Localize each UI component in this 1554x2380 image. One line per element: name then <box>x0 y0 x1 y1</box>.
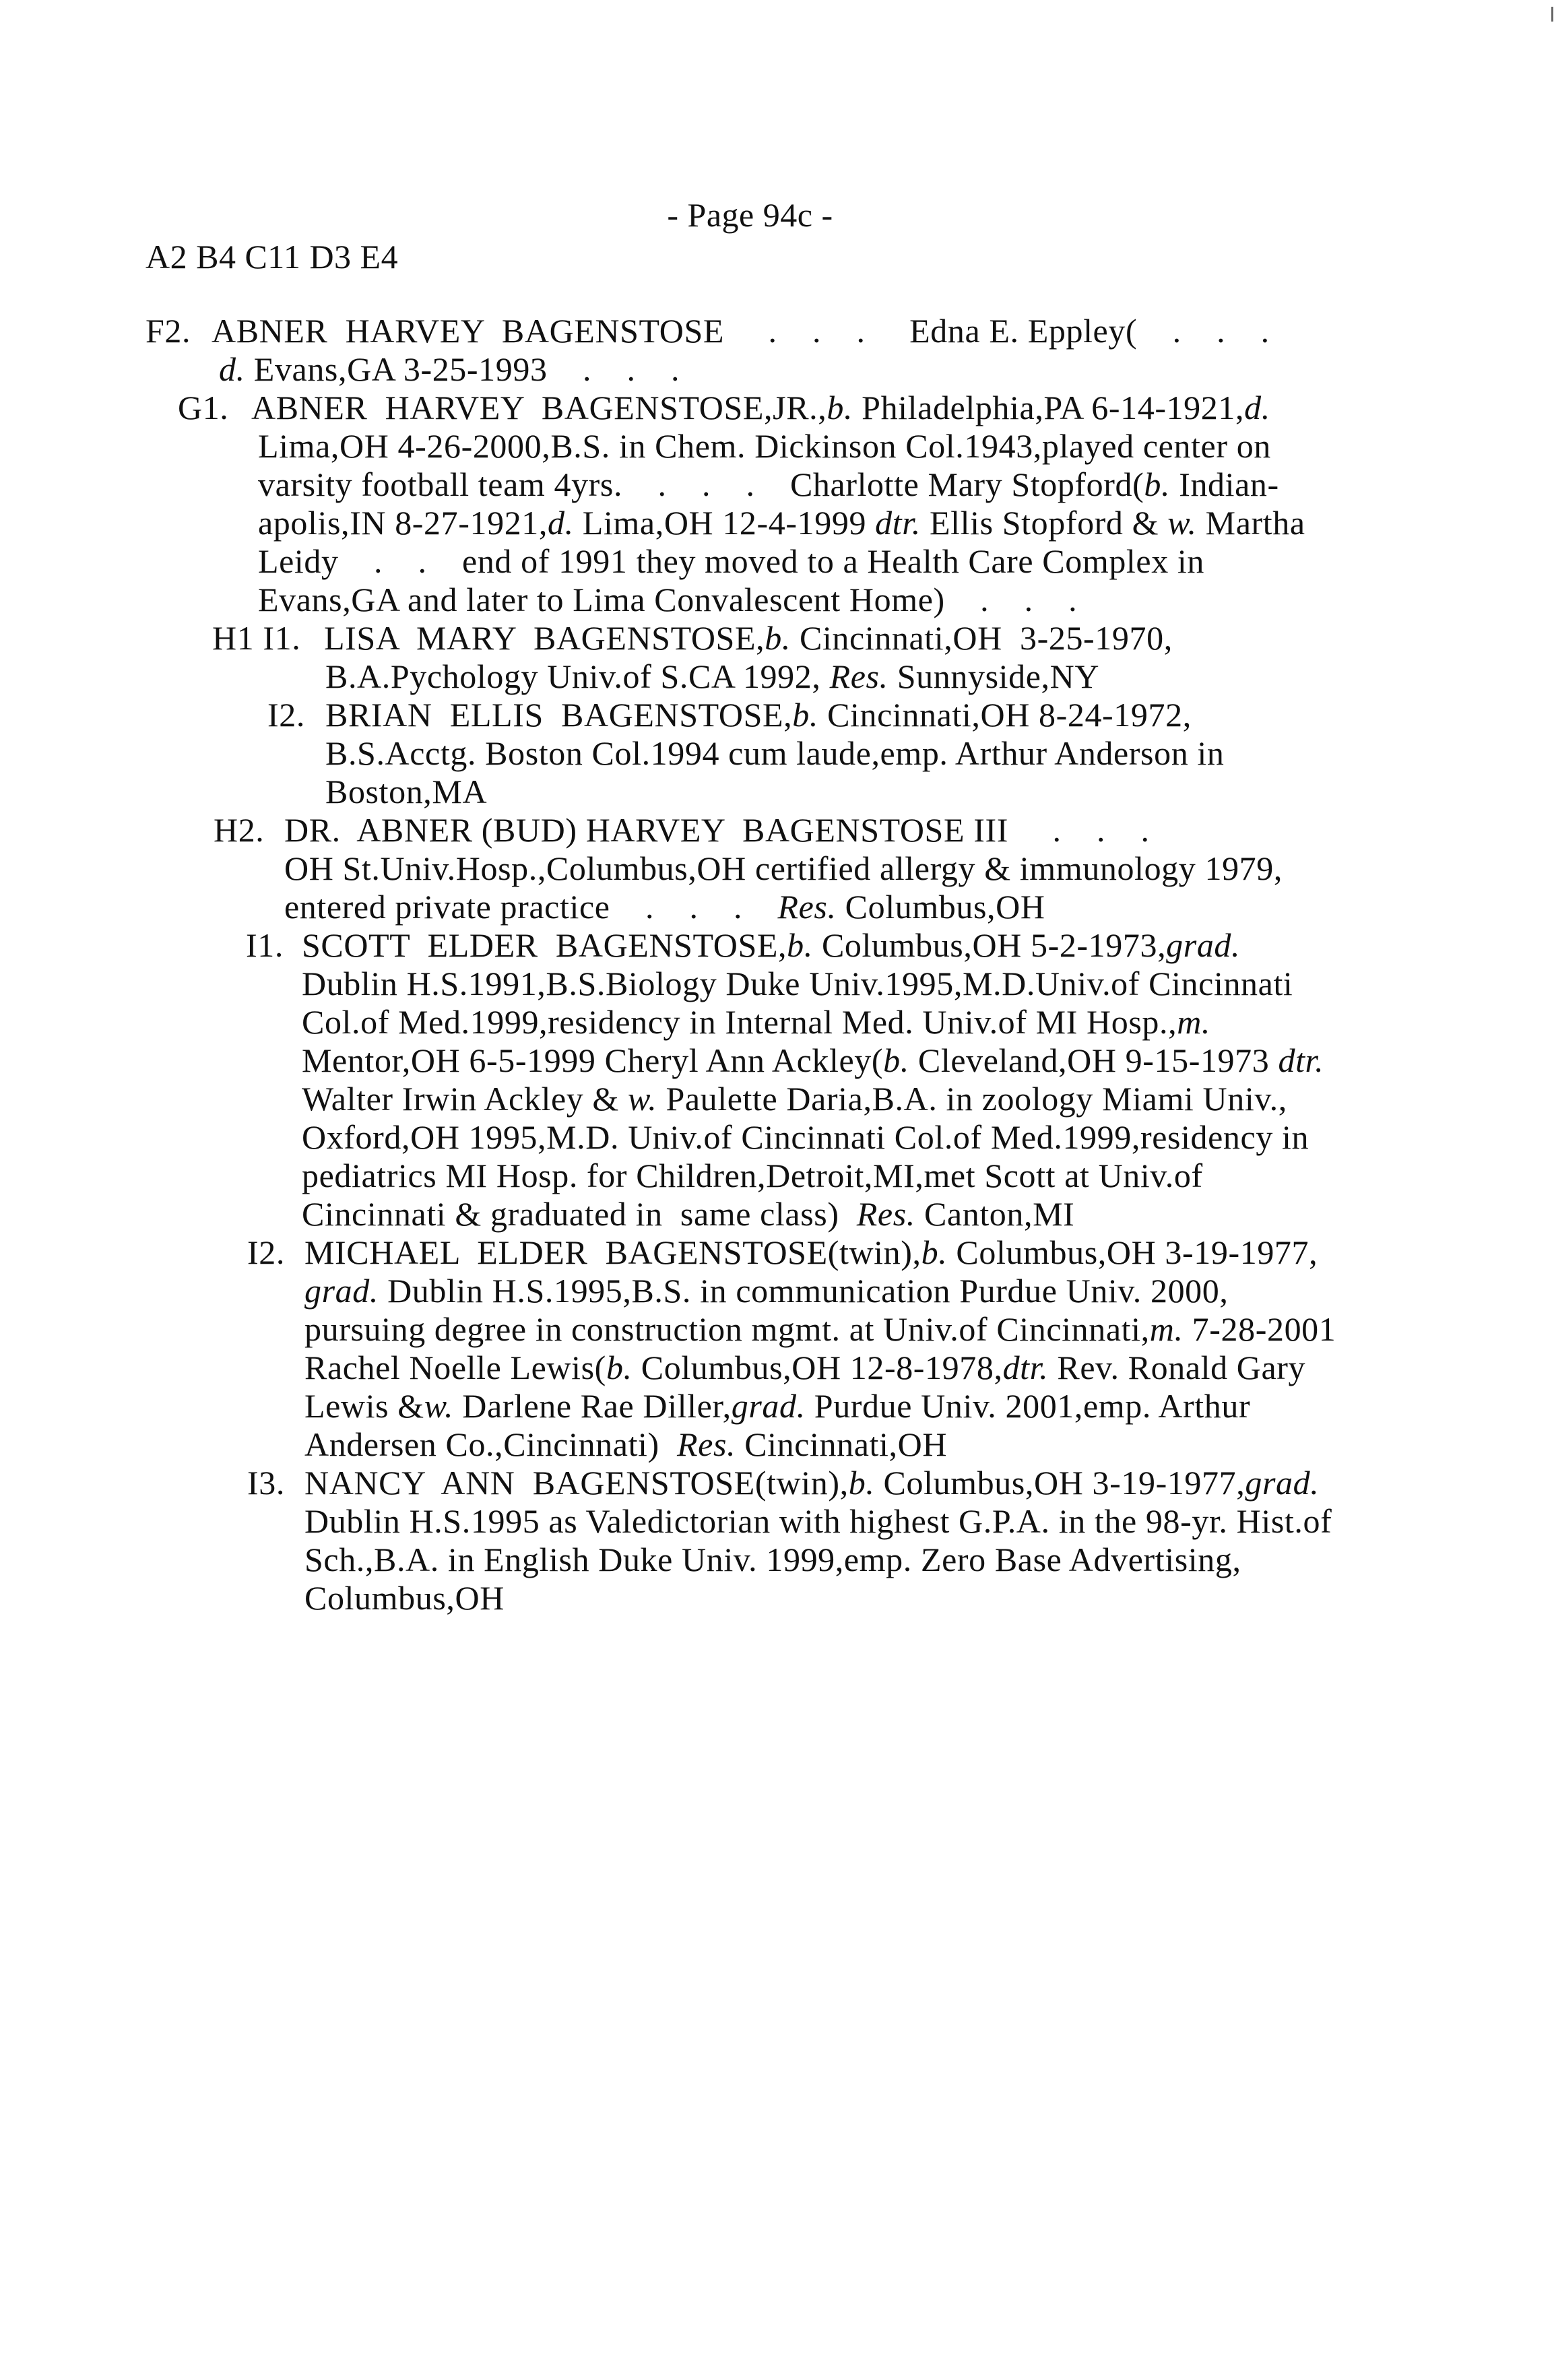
text-run: Evans,GA 3-25-1993 . . . <box>245 350 680 388</box>
abbreviation-italic: b. <box>883 1041 909 1079</box>
entry-text <box>304 1233 1318 1272</box>
text-run: Rachel Noelle Lewis( <box>304 1349 606 1386</box>
entry-text <box>258 581 1077 619</box>
entry-text <box>258 465 1279 504</box>
entry-text-line <box>0 734 1554 773</box>
entry-text-line <box>0 965 1554 1003</box>
text-run: ABNER HARVEY BAGENSTOSE,JR., <box>251 389 827 426</box>
entry-text <box>251 389 1270 427</box>
entry-text-line <box>0 773 1554 811</box>
entry-label: F2. <box>145 312 191 350</box>
entry-label: I2. <box>267 696 305 734</box>
entry-text-line <box>0 888 1554 926</box>
entry-text-line <box>0 1080 1554 1118</box>
entry-text <box>258 504 1305 542</box>
abbreviation-italic: Res. <box>677 1425 736 1463</box>
text-run: Columbus,OH <box>304 1579 505 1617</box>
text-run: Lewis & <box>304 1387 424 1425</box>
entry-text-line <box>0 1502 1554 1541</box>
entry-heading-line <box>0 619 1554 657</box>
text-run: Lima,OH 12-4-1999 <box>573 504 876 542</box>
text-run: Canton,MI <box>915 1195 1075 1233</box>
text-run: B.A.Pychology Univ.of S.CA 1992, <box>325 657 830 695</box>
text-run: pursuing degree in construction mgmt. at Univ.of Cincinnati, <box>304 1310 1150 1348</box>
entry-text <box>304 1579 505 1617</box>
abbreviation-italic: b. <box>848 1464 875 1502</box>
entry-text <box>302 1157 1203 1195</box>
entry-text-line <box>0 581 1554 619</box>
entry-heading-line <box>0 696 1554 734</box>
abbreviation-italic: m. <box>1177 1003 1211 1041</box>
text-run: Cincinnati & graduated in same class) <box>302 1195 857 1233</box>
text-run: LISA MARY BAGENSTOSE, <box>324 619 765 657</box>
text-run: B.S.Acctg. Boston Col.1994 cum laude,emp. Arthur Anderson in <box>325 734 1225 772</box>
text-run: Sch.,B.A. in English Duke Univ. 1999,emp. Zero Base Advertising, <box>304 1541 1241 1578</box>
text-run: ABNER HARVEY BAGENSTOSE . . . Edna E. Eppley( . . . <box>212 312 1270 350</box>
text-run: Cincinnati,OH <box>736 1425 948 1463</box>
entry-text-line <box>0 1425 1554 1464</box>
entry-text <box>284 811 1150 849</box>
abbreviation-italic: Res. <box>856 1195 915 1233</box>
text-run: Columbus,OH 3-19-1977, <box>874 1464 1245 1502</box>
text-run: Evans,GA and later to Lima Convalescent Home) . . . <box>258 581 1078 618</box>
text-run: Philadelphia,PA 6-14-1921, <box>853 389 1245 426</box>
entry-text <box>302 1003 1210 1041</box>
entry-text <box>304 1349 1305 1387</box>
entry-heading-line <box>0 811 1554 849</box>
genealogy-entries <box>0 312 1554 1617</box>
entry-label: G1. <box>178 389 229 426</box>
entry-text-line <box>0 1579 1554 1617</box>
entry-text <box>284 849 1283 888</box>
generation-code: A2 B4 C11 D3 E4 <box>145 238 399 276</box>
scan-mark <box>1551 7 1553 22</box>
abbreviation-italic: d. <box>219 350 245 388</box>
entry-text-line <box>0 465 1554 504</box>
text-run: Andersen Co.,Cincinnati) <box>304 1425 678 1463</box>
abbreviation-italic: w. <box>1167 504 1197 542</box>
text-run: Columbus,OH 12-8-1978, <box>632 1349 1003 1386</box>
entry-text <box>302 1041 1324 1080</box>
entry-text-line <box>0 1157 1554 1195</box>
abbreviation-italic: b. <box>765 619 791 657</box>
text-run: OH St.Univ.Hosp.,Columbus,OH certified allergy & immunology 1979, <box>284 849 1283 887</box>
abbreviation-italic: dtr. <box>1278 1041 1324 1079</box>
entry-heading-line <box>0 389 1554 427</box>
abbreviation-italic: dtr. <box>1002 1349 1049 1386</box>
entry-text-line <box>0 350 1554 389</box>
text-run: Leidy . . end of 1991 they moved to a Health Care Complex in <box>258 542 1204 580</box>
text-run: Lima,OH 4-26-2000,B.S. in Chem. Dickinson Col.1943,played center on <box>258 427 1271 465</box>
text-run: Oxford,OH 1995,M.D. Univ.of Cincinnati Col.of Med.1999,residency in <box>302 1118 1309 1156</box>
entry-text <box>324 619 1173 657</box>
abbreviation-italic: w. <box>628 1080 657 1118</box>
abbreviation-italic: Res. <box>777 888 837 926</box>
text-run: Cincinnati,OH 3-25-1970, <box>790 619 1173 657</box>
entry-text <box>304 1464 1319 1502</box>
entry-text-line <box>0 657 1554 696</box>
text-run: Darlene Rae Diller, <box>453 1387 732 1425</box>
entry-text <box>302 965 1293 1003</box>
text-run: Columbus,OH 5-2-1973, <box>812 926 1167 964</box>
text-run: Purdue Univ. 2001,emp. Arthur <box>805 1387 1251 1425</box>
entry-label: I1. <box>246 926 284 964</box>
abbreviation-italic: d. <box>548 504 574 542</box>
entry-text <box>304 1310 1336 1349</box>
abbreviation-italic: b. <box>787 926 813 964</box>
entry-text <box>304 1387 1250 1425</box>
text-run: Sunnyside,NY <box>888 657 1100 695</box>
text-run: Martha <box>1196 504 1305 542</box>
abbreviation-italic: grad. <box>1166 926 1241 964</box>
entry-text <box>304 1272 1228 1310</box>
entry-text <box>284 888 1045 926</box>
entry-text <box>302 1195 1074 1233</box>
entry-heading-line <box>0 312 1554 350</box>
entry-heading-line <box>0 926 1554 965</box>
entry-text <box>304 1502 1332 1541</box>
entry-text <box>325 734 1225 773</box>
text-run: NANCY ANN BAGENSTOSE(twin), <box>304 1464 849 1502</box>
entry-text-line <box>0 1003 1554 1041</box>
abbreviation-italic: b. <box>792 696 818 734</box>
entry-text-line <box>0 427 1554 465</box>
text-run: varsity football team 4yrs. . . . Charlotte Mary Stopford( <box>258 465 1144 503</box>
text-run: entered private practice . . . <box>284 888 778 926</box>
abbreviation-italic: d. <box>1244 389 1270 426</box>
text-run: MICHAEL ELDER BAGENSTOSE(twin), <box>304 1233 921 1271</box>
abbreviation-italic: grad. <box>731 1387 806 1425</box>
text-run: Ellis Stopford & <box>920 504 1168 542</box>
text-run: pediatrics MI Hosp. for Children,Detroit,MI,met Scott at Univ.of <box>302 1157 1203 1194</box>
text-run: Dublin H.S.1991,B.S.Biology Duke Univ.1995,M.D.Univ.of Cincinnati <box>302 965 1293 1002</box>
abbreviation-italic: b. <box>606 1349 633 1386</box>
abbreviation-italic: b. <box>921 1233 948 1271</box>
entry-text <box>302 1118 1309 1157</box>
text-run: BRIAN ELLIS BAGENSTOSE, <box>325 696 793 734</box>
entry-text <box>258 427 1271 465</box>
entry-text-line <box>0 1541 1554 1579</box>
text-run: apolis,IN 8-27-1921, <box>258 504 548 542</box>
entry-text-line <box>0 849 1554 888</box>
entry-text-line <box>0 504 1554 542</box>
entry-text <box>304 1425 947 1464</box>
text-run: Dublin H.S.1995 as Valedictorian with highest G.P.A. in the 98-yr. Hist.of <box>304 1502 1332 1540</box>
entry-text-line <box>0 1349 1554 1387</box>
entry-label: H2. <box>214 811 265 849</box>
text-run: Paulette Daria,B.A. in zoology Miami Univ., <box>657 1080 1287 1118</box>
text-run: Col.of Med.1999,residency in Internal Med. Univ.of MI Hosp., <box>302 1003 1177 1041</box>
entry-text <box>325 696 1192 734</box>
text-run: Indian- <box>1170 465 1279 503</box>
entry-label: I3. <box>247 1464 285 1502</box>
abbreviation-italic: grad. <box>304 1272 379 1310</box>
entry-label: H1 I1. <box>212 619 301 657</box>
entry-text <box>219 350 680 389</box>
entry-heading-line <box>0 1233 1554 1272</box>
text-run: Mentor,OH 6-5-1999 Cheryl Ann Ackley( <box>302 1041 884 1079</box>
text-run: Boston,MA <box>325 773 488 810</box>
text-run: Walter Irwin Ackley & <box>302 1080 628 1118</box>
entry-text <box>302 926 1240 965</box>
text-run: 7-28-2001 <box>1183 1310 1336 1348</box>
abbreviation-italic: m. <box>1149 1310 1184 1348</box>
text-run: Rev. Ronald Gary <box>1048 1349 1306 1386</box>
entry-text-line <box>0 1118 1554 1157</box>
abbreviation-italic: b. <box>827 389 853 426</box>
entry-label: I2. <box>247 1233 285 1271</box>
entry-text-line <box>0 1041 1554 1080</box>
entry-text-line <box>0 542 1554 581</box>
abbreviation-italic: grad. <box>1245 1464 1320 1502</box>
text-run: Dublin H.S.1995,B.S. in communication Purdue Univ. 2000, <box>378 1272 1229 1310</box>
abbreviation-italic: b. <box>1144 465 1171 503</box>
entry-heading-line <box>0 1464 1554 1502</box>
entry-text <box>302 1080 1287 1118</box>
page-title: - Page 94c - <box>667 196 833 234</box>
entry-text <box>258 542 1204 581</box>
text-run: Cleveland,OH 9-15-1973 <box>909 1041 1278 1079</box>
entry-text-line <box>0 1195 1554 1233</box>
text-run: Columbus,OH <box>836 888 1045 926</box>
entry-text-line <box>0 1272 1554 1310</box>
text-run: Cincinnati,OH 8-24-1972, <box>818 696 1192 734</box>
entry-text <box>304 1541 1241 1579</box>
entry-text <box>212 312 1270 350</box>
entry-text <box>325 657 1099 696</box>
entry-text-line <box>0 1310 1554 1349</box>
entry-text <box>325 773 487 811</box>
abbreviation-italic: w. <box>424 1387 454 1425</box>
text-run: Columbus,OH 3-19-1977, <box>947 1233 1318 1271</box>
abbreviation-italic: dtr. <box>875 504 921 542</box>
text-run: SCOTT ELDER BAGENSTOSE, <box>302 926 787 964</box>
abbreviation-italic: Res. <box>829 657 888 695</box>
text-run: DR. ABNER (BUD) HARVEY BAGENSTOSE III . . . <box>284 811 1150 849</box>
entry-text-line <box>0 1387 1554 1425</box>
